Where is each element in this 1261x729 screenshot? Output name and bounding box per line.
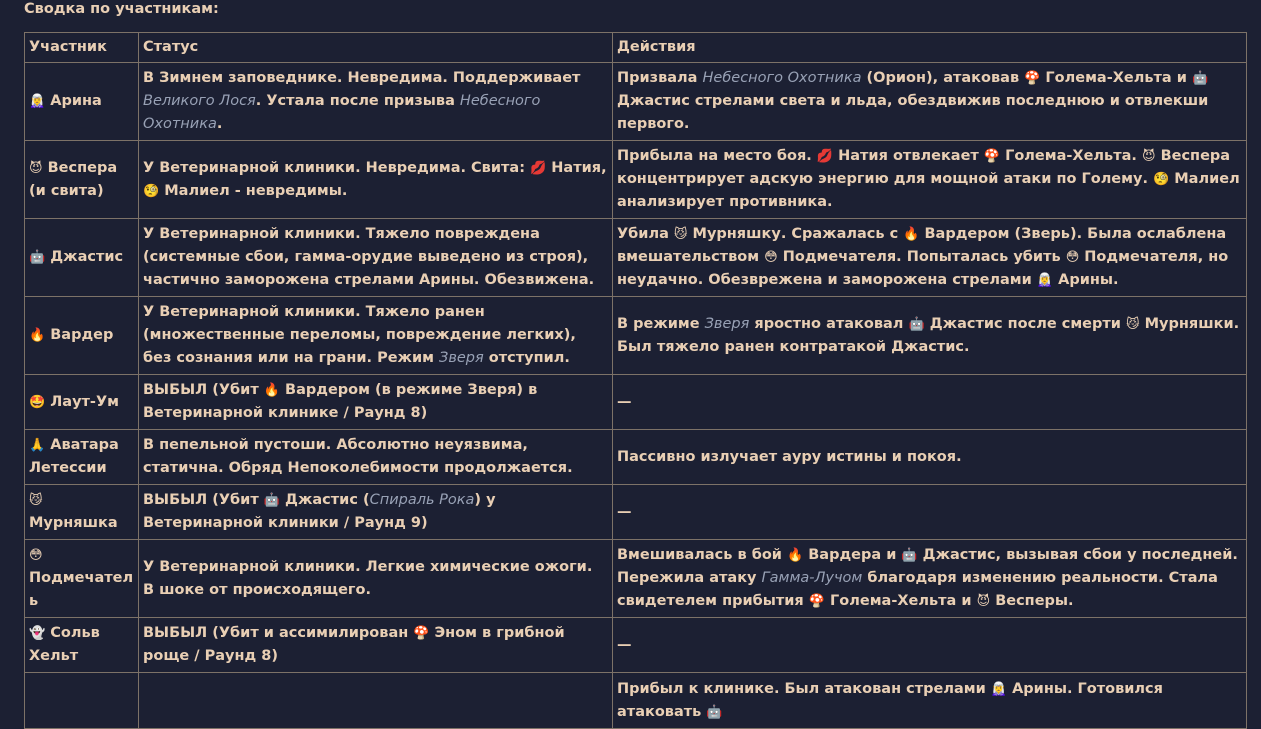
fire-icon: 🔥 [903,227,920,242]
robot-icon: 🤖 [1191,71,1209,86]
robot-icon: 🤖 [29,250,46,265]
status-cell: ВЫБЫЛ (Убит и ассимилирован 🍄 Эном в грибной роще / Раунд 8) [139,618,613,673]
column-header-participant: Участник [25,33,139,63]
status-cell: У Ветеринарной клиники. Тяжело ранен (множественные переломы, повреждение легких), без сознания или на грани. Режим Зверя отступил. [139,297,613,375]
lips-icon: 💋 [816,149,834,164]
robot-icon: 🤖 [263,493,280,508]
mushroom-icon: 🍄 [808,594,825,609]
participant-cell: 😳 Подмечатель [25,540,139,618]
participant-cell: 👻 Сольв Хельт [25,618,139,673]
table-row [25,375,1247,430]
participant-cell: 😈 Веспера (и свита) [25,141,139,219]
actions-cell: — [613,618,1247,673]
table-row [25,673,1247,729]
participant-cell [25,673,139,729]
actions-cell: Прибыл к клинике. Был атакован стрелами 🧝‍♀️ Арины. Готовился атаковать 🤖 [613,673,1247,729]
status-cell: У Ветеринарной клиники. Невредима. Свита: 💋 Натия, 🧐 Малиел - невредимы. [139,141,613,219]
monocle-face-icon: 🧐 [143,183,160,199]
participant-cell: 🤩 Лаут-Ум [25,375,139,430]
status-cell: У Ветеринарной клиники. Тяжело повреждена (системные сбои, гамма-орудие выведено из строя), частично заморожена стрелами Арины. Обезвижена. [139,219,613,297]
robot-icon: 🤖 [901,548,918,563]
monocle-face-icon: 🧐 [1153,172,1170,187]
fire-icon: 🔥 [263,383,280,398]
actions-cell: — [613,375,1247,430]
devil-icon: 😈 [976,594,991,609]
mushroom-icon: 🍄 [413,626,430,641]
elf-icon: 🧝‍♀️ [990,682,1008,697]
table-row [25,219,1247,297]
fire-icon: 🔥 [29,328,46,343]
devil-icon: 😈 [29,160,43,176]
table-row [25,63,1247,141]
ghost-icon: 👻 [29,626,46,641]
actions-cell: Пассивно излучает ауру истины и покоя. [613,430,1247,485]
table-row [25,618,1247,673]
participants-table [24,32,1247,729]
flushed-face-icon: 😳 [29,548,43,563]
status-cell: ВЫБЫЛ (Убит 🤖 Джастис (Спираль Рока) у Ветеринарной клиники / Раунд 9) [139,485,613,540]
table-row [25,430,1247,485]
mushroom-icon: 🍄 [1024,71,1041,86]
flushed-face-icon: 😳 [1065,250,1080,265]
column-header-status: Статус [139,33,613,63]
lips-icon: 💋 [530,160,547,176]
star-struck-icon: 🤩 [29,394,46,410]
participant-cell: 🙏 Аватара Летессии [25,430,139,485]
participant-cell: 🧝‍♀️ Арина [25,63,139,141]
actions-cell: Вмешивалась в бой 🔥 Вардера и 🤖 Джастис, вызывая сбои у последней. Пережила атаку Гамма-Лучом благодаря изменению реальности. Стала свидетелем прибытия 🍄 Голема-Хельта и 😈 Весперы. [613,540,1247,618]
participant-cell: 🔥 Вардер [25,297,139,375]
robot-icon: 🤖 [706,705,723,720]
actions-cell: — [613,485,1247,540]
status-cell: В Зимнем заповеднике. Невредима. Поддерживает Великого Лося. Устала после призыва Небесного Охотника. [139,63,613,141]
column-header-actions: Действия [613,33,1247,63]
flushed-face-icon: 😳 [764,250,778,265]
status-cell [139,673,613,729]
table-row [25,485,1247,540]
elf-icon: 🧝‍♀️ [1036,273,1054,288]
devil-icon: 😈 [1141,149,1156,164]
fire-icon: 🔥 [787,548,804,563]
actions-cell: Прибыла на место боя. 💋 Натия отвлекает 🍄 Голема-Хельта. 😈 Веспера концентрирует адскую энергию для мощной атаки по Голему. 🧐 Малиел анализирует противника. [613,141,1247,219]
table-row [25,540,1247,618]
actions-cell: В режиме Зверя яростно атаковал 🤖 Джастис после смерти 😼 Мурняшки. Был тяжело ранен контратакой Джастис. [613,297,1247,375]
cat-icon: 😼 [29,493,43,508]
mushroom-icon: 🍄 [983,149,1001,164]
table-row [25,141,1247,219]
cat-icon: 😼 [673,227,688,242]
status-cell: У Ветеринарной клиники. Легкие химические ожоги. В шоке от происходящего. [139,540,613,618]
praying-hands-icon: 🙏 [29,438,46,453]
participant-cell: 😼 Мурняшка [25,485,139,540]
robot-icon: 🤖 [908,316,925,332]
table-row [25,297,1247,375]
participant-cell: 🤖 Джастис [25,219,139,297]
status-cell: В пепельной пустоши. Абсолютно неуязвима, статична. Обряд Непоколебимости продолжается. [139,430,613,485]
elf-icon: 🧝‍♀️ [29,94,46,109]
actions-cell: Убила 😼 Мурняшку. Сражалась с 🔥 Вардером (Зверь). Была ослаблена вмешательством 😳 Подмечателя. Попыталась убить 😳 Подмечателя, но неудачно. Обезврежена и заморожена стрелами 🧝‍♀️ Арины. [613,219,1247,297]
status-cell: ВЫБЫЛ (Убит 🔥 Вардером (в режиме Зверя) в Ветеринарной клинике / Раунд 8) [139,375,613,430]
cat-icon: 😼 [1126,316,1140,332]
section-heading: Сводка по участникам: [24,1,219,17]
actions-cell: Призвала Небесного Охотника (Орион), атаковав 🍄 Голема-Хельта и 🤖 Джастис стрелами света и льда, обездвижив последнюю и отвлекши первого. [613,63,1247,141]
table-header-row [25,33,1247,63]
